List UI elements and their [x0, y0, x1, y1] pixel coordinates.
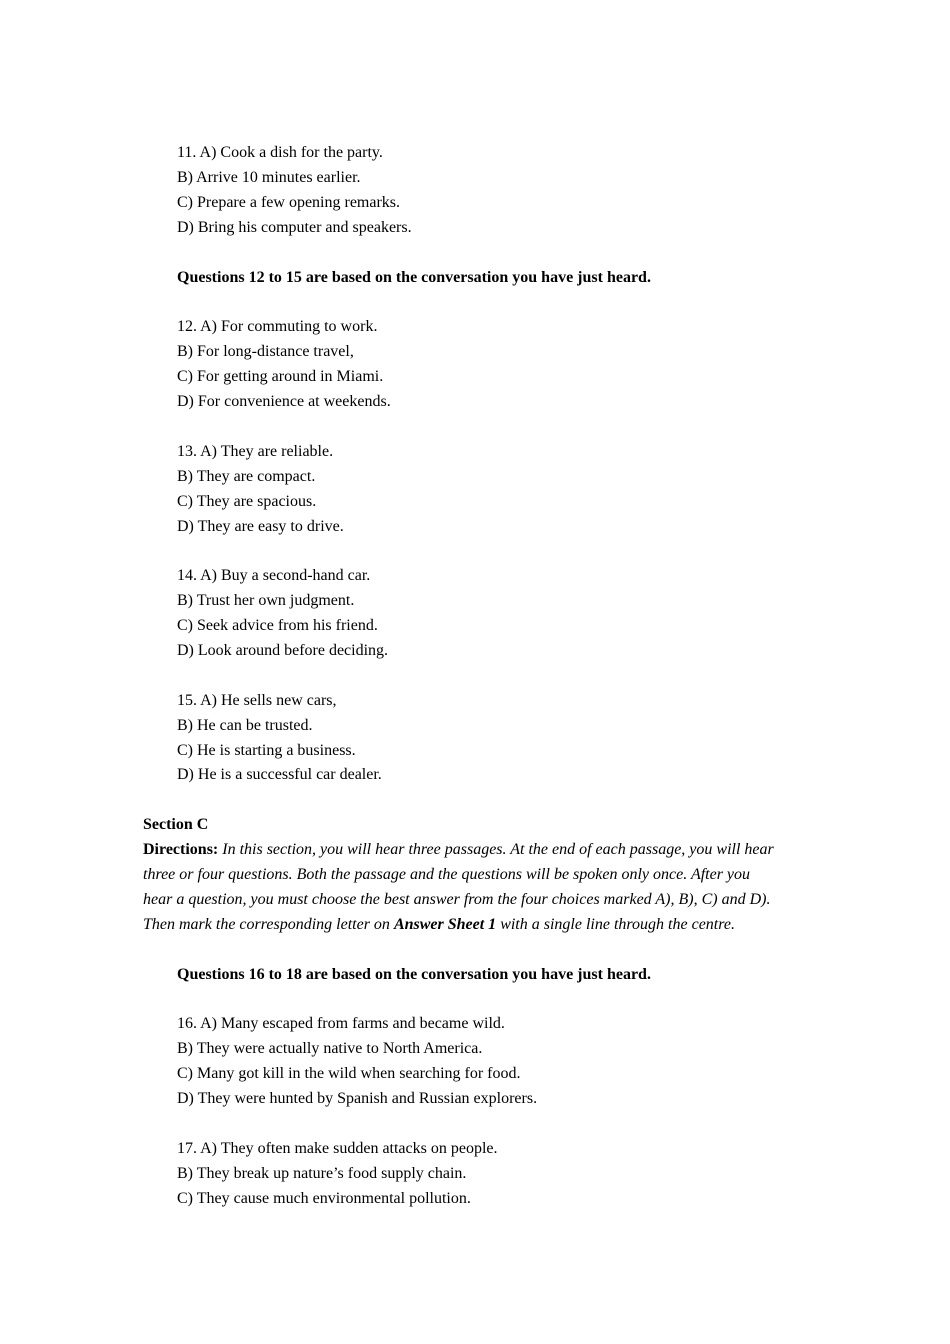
q15-option-b: B) He can be trusted. [177, 717, 313, 734]
directions-text-4-post: with a single line through the centre. [496, 916, 735, 933]
q12-option-d: D) For convenience at weekends. [177, 393, 391, 410]
q12-option-c: C) For getting around in Miami. [177, 368, 384, 385]
directions-text-1: In this section, you will hear three passages. At the end of each passage, you will hear [218, 841, 774, 858]
q14-option-c: C) Seek advice from his friend. [177, 617, 378, 634]
q15-option-c: C) He is starting a business. [177, 742, 356, 759]
answer-sheet-label: Answer Sheet 1 [393, 916, 497, 933]
directions-label: Directions: [143, 841, 219, 858]
q11-option-b: B) Arrive 10 minutes earlier. [177, 169, 361, 186]
q17-option-c: C) They cause much environmental pollution. [177, 1190, 471, 1207]
q17-option-a: 17. A) They often make sudden attacks on people. [177, 1140, 498, 1157]
q16-option-d: D) They were hunted by Spanish and Russian explorers. [177, 1090, 538, 1107]
q14-option-a: 14. A) Buy a second-hand car. [177, 567, 371, 584]
questions-12-15-heading: Questions 12 to 15 are based on the conversation you have just heard. [177, 269, 651, 286]
q12-option-b: B) For long-distance travel, [177, 343, 354, 360]
q12-option-a: 12. A) For commuting to work. [177, 318, 378, 335]
section-c-directions-line-3: hear a question, you must choose the best answer from the four choices marked A), B), C) and D). [143, 891, 771, 908]
q11-option-c: C) Prepare a few opening remarks. [177, 194, 401, 211]
q13-option-d: D) They are easy to drive. [177, 518, 344, 535]
q13-option-c: C) They are spacious. [177, 493, 317, 510]
q16-option-a: 16. A) Many escaped from farms and became wild. [177, 1015, 505, 1032]
q14-option-b: B) Trust her own judgment. [177, 592, 355, 609]
questions-16-18-heading: Questions 16 to 18 are based on the conversation you have just heard. [177, 966, 651, 983]
directions-text-4-pre: Then mark the corresponding letter on [143, 916, 394, 933]
q13-option-b: B) They are compact. [177, 468, 316, 485]
section-c-directions-line-4 [143, 915, 735, 935]
section-c-directions-line-1 [143, 840, 774, 860]
q15-option-a: 15. A) He sells new cars, [177, 692, 337, 709]
q11-option-d: D) Bring his computer and speakers. [177, 219, 412, 236]
q14-option-d: D) Look around before deciding. [177, 642, 389, 659]
section-c-directions-line-2: three or four questions. Both the passage and the questions will be spoken only once. After you [143, 866, 751, 883]
q15-option-d: D) He is a successful car dealer. [177, 766, 382, 783]
q17-option-b: B) They break up nature’s food supply chain. [177, 1165, 467, 1182]
q16-option-c: C) Many got kill in the wild when searching for food. [177, 1065, 521, 1082]
q11-option-a: 11. A) Cook a dish for the party. [177, 144, 383, 161]
q13-option-a: 13. A) They are reliable. [177, 443, 334, 460]
section-c-title: Section C [143, 816, 209, 833]
q16-option-b: B) They were actually native to North America. [177, 1040, 483, 1057]
